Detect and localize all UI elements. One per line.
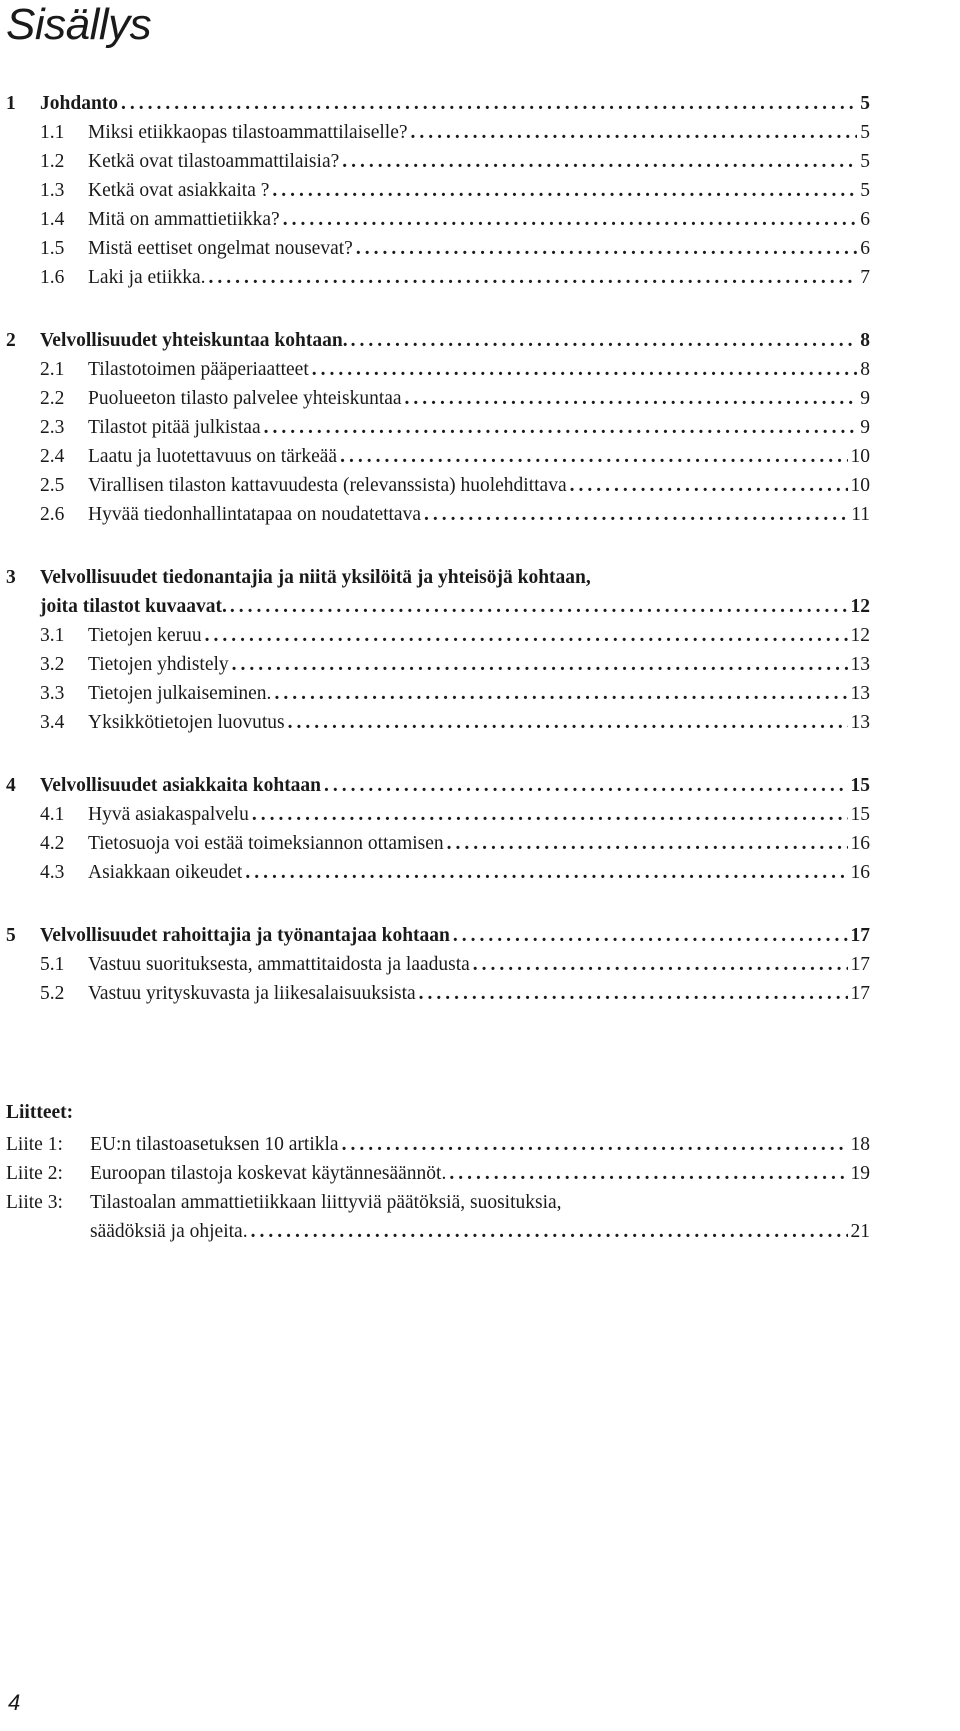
dot-leader [424,500,848,529]
entry-number: 5.2 [40,983,65,1004]
toc-entry-chapter[interactable] [6,771,870,800]
toc-entry-section[interactable] [6,442,870,471]
toc-entry-section[interactable] [6,234,870,263]
entry-title: Tietojen julkaiseminen. [88,683,272,704]
entry-title: Miksi etiikkaopas tilastoammattilaiselle? [88,122,408,143]
entry-title: Euroopan tilastoja koskevat käytännesäännöt. [90,1163,447,1184]
dot-leader [205,621,848,650]
entry-number: Liite 2: [6,1163,63,1184]
entry-title: Tietojen yhdistely [88,654,229,675]
toc-entry-chapter[interactable] [6,921,870,950]
entry-number: 3.4 [40,712,65,733]
entry-title: Hyvää tiedonhallintatapaa on noudatettava [88,504,421,525]
entry-page: 16 [850,833,870,854]
entry-title-line-2-row [40,592,870,621]
entry-page: 9 [860,417,870,438]
entry-title: Velvollisuudet rahoittajia ja työnantajaa kohtaan [40,925,450,946]
entry-title: Velvollisuudet yhteiskuntaa kohtaan. [40,330,348,351]
entry-page: 15 [850,775,870,796]
toc-entry-chapter[interactable] [6,563,870,621]
toc-entry-section[interactable] [6,471,870,500]
dot-leader [453,921,848,950]
entry-page: 11 [851,504,870,525]
entry-page: 12 [850,625,870,646]
entry-page: 9 [860,388,870,409]
entry-title: Laki ja etiikka. [88,267,206,288]
toc-entry-chapter[interactable] [6,326,870,355]
dot-leader [411,118,858,147]
entry-title: Laatu ja luotettavuus on tärkeää [88,446,338,467]
page-number: 4 [8,1690,21,1715]
entry-number: 3 [6,567,16,588]
dot-leader [121,89,857,118]
dot-leader [351,326,858,355]
entry-page: 19 [850,1163,870,1184]
toc-chapter-4 [6,771,870,887]
dot-leader [251,1217,848,1246]
entry-number: 3.3 [40,683,65,704]
entry-page: 5 [860,93,870,114]
dot-leader [272,176,857,205]
entry-page: 6 [860,209,870,230]
dot-leader [230,592,848,621]
entry-number: 3.1 [40,625,65,646]
dot-leader [324,771,847,800]
entry-number: 1 [6,93,16,114]
appendices-heading: Liitteet: [6,1102,74,1123]
entry-title: Tilastotoimen pääperiaatteet [88,359,309,380]
entry-page: 8 [860,359,870,380]
toc-entry-chapter[interactable] [6,89,870,118]
entry-page: 21 [850,1221,870,1242]
toc-entry-section[interactable] [6,979,870,1008]
toc-entry-appendix[interactable] [6,1130,870,1159]
toc-chapter-5 [6,921,870,1008]
entry-page: 13 [850,683,870,704]
toc-entry-section[interactable] [6,950,870,979]
entry-title: Mistä eettiset ongelmat nousevat? [88,238,353,259]
dot-leader [447,829,848,858]
toc-entry-section[interactable] [6,679,870,708]
entry-number: 2.6 [40,504,65,525]
entry-title: Puolueeton tilasto palvelee yhteiskuntaa [88,388,402,409]
toc-entry-section[interactable] [6,118,870,147]
entry-page: 8 [860,330,870,351]
entry-page: 13 [850,712,870,733]
entry-number: Liite 1: [6,1134,63,1155]
entry-title-block [90,1188,870,1246]
entry-page: 17 [850,983,870,1004]
entry-number: 2.2 [40,388,65,409]
dot-leader [449,1159,847,1188]
dot-leader [356,234,857,263]
toc-chapter-3 [6,563,870,737]
entry-title: Asiakkaan oikeudet [88,862,243,883]
entry-number: 2.4 [40,446,65,467]
toc-entry-appendix[interactable] [6,1159,870,1188]
toc-entry-section[interactable] [6,355,870,384]
toc-chapter-2 [6,326,870,529]
entry-page: 7 [860,267,870,288]
toc-entry-section[interactable] [6,147,870,176]
entry-title-line-2-row [90,1217,870,1246]
entry-title-block [40,563,870,621]
entry-title: Johdanto [40,93,119,114]
entry-page: 10 [850,475,870,496]
dot-leader [245,858,847,887]
entry-number: 2.3 [40,417,65,438]
entry-title: Tietosuoja voi estää toimeksiannon ottamisen [88,833,444,854]
entry-number: 2 [6,330,16,351]
entry-title-line-2: säädöksiä ja ohjeita. [90,1221,248,1242]
table-of-contents [6,89,870,1246]
entry-number: 4 [6,775,16,796]
toc-entry-appendix[interactable] [6,1188,870,1246]
entry-title: Velvollisuudet asiakkaita kohtaan [40,775,322,796]
toc-entry-section[interactable] [6,621,870,650]
entry-title: Yksikkötietojen luovutus [88,712,285,733]
dot-leader [405,384,858,413]
entry-number: 3.2 [40,654,65,675]
entry-title-line-1: Tilastoalan ammattietiikkaan liittyviä päätöksiä, suosituksia, [90,1192,562,1213]
entry-number: 1.5 [40,238,65,259]
toc-appendices [6,1098,870,1246]
toc-entry-section[interactable] [6,708,870,737]
entry-title: Tilastot pitää julkistaa [88,417,261,438]
entry-page: 5 [860,122,870,143]
entry-title: EU:n tilastoasetuksen 10 artikla [90,1134,339,1155]
dot-leader [342,1130,848,1159]
toc-entry-section[interactable] [6,384,870,413]
entry-number: 1.2 [40,151,65,172]
toc-entry-section[interactable] [6,500,870,529]
page-title: Sisällys [6,0,152,49]
entry-number: 1.4 [40,209,65,230]
toc-entry-section[interactable] [6,800,870,829]
entry-number: 5.1 [40,954,65,975]
toc-entry-section[interactable] [6,176,870,205]
entry-title-line-1: Velvollisuudet tiedonantajia ja niitä yksilöitä ja yhteisöjä kohtaan, [40,567,591,588]
entry-number: 4.1 [40,804,65,825]
toc-entry-section[interactable] [6,263,870,292]
toc-entry-section[interactable] [6,650,870,679]
entry-title: Vastuu suorituksesta, ammattitaidosta ja laadusta [88,954,470,975]
dot-leader [473,950,848,979]
entry-title: Virallisen tilaston kattavuudesta (relevanssista) huolehdittava [88,475,567,496]
entry-number: 1.3 [40,180,65,201]
entry-title: Tietojen keruu [88,625,202,646]
entry-title: Mitä on ammattietiikka? [88,209,280,230]
dot-leader [312,355,857,384]
entry-number: 1.1 [40,122,65,143]
entry-number: 4.2 [40,833,65,854]
dot-leader [283,205,858,234]
entry-page: 5 [860,151,870,172]
entry-number: 2.5 [40,475,65,496]
dot-leader [232,650,848,679]
entry-number: 5 [6,925,16,946]
dot-leader [288,708,848,737]
entry-page: 15 [850,804,870,825]
dot-leader [340,442,847,471]
toc-chapter-1 [6,89,870,292]
dot-leader [342,147,857,176]
dot-leader [209,263,858,292]
entry-title: Hyvä asiakaspalvelu [88,804,249,825]
dot-leader [274,679,847,708]
dot-leader [570,471,848,500]
entry-page: 6 [860,238,870,259]
toc-entry-section[interactable] [6,829,870,858]
entry-page: 17 [850,954,870,975]
dot-leader [264,413,858,442]
toc-entry-section[interactable] [6,205,870,234]
entry-page: 10 [850,446,870,467]
entry-number: Liite 3: [6,1192,63,1213]
entry-title: Ketkä ovat tilastoammattilaisia? [88,151,340,172]
entry-title-line-2: joita tilastot kuvaavat. [40,596,227,617]
entry-page: 18 [850,1134,870,1155]
entry-page: 16 [850,862,870,883]
entry-number: 1.6 [40,267,65,288]
entry-page: 13 [850,654,870,675]
entry-page: 5 [860,180,870,201]
entry-page: 12 [850,596,870,617]
entry-title: Ketkä ovat asiakkaita ? [88,180,270,201]
toc-entry-section[interactable] [6,413,870,442]
entry-number: 4.3 [40,862,65,883]
entry-number: 2.1 [40,359,65,380]
toc-entry-section[interactable] [6,858,870,887]
entry-title: Vastuu yrityskuvasta ja liikesalaisuuksista [88,983,416,1004]
dot-leader [252,800,848,829]
dot-leader [419,979,848,1008]
entry-page: 17 [850,925,870,946]
